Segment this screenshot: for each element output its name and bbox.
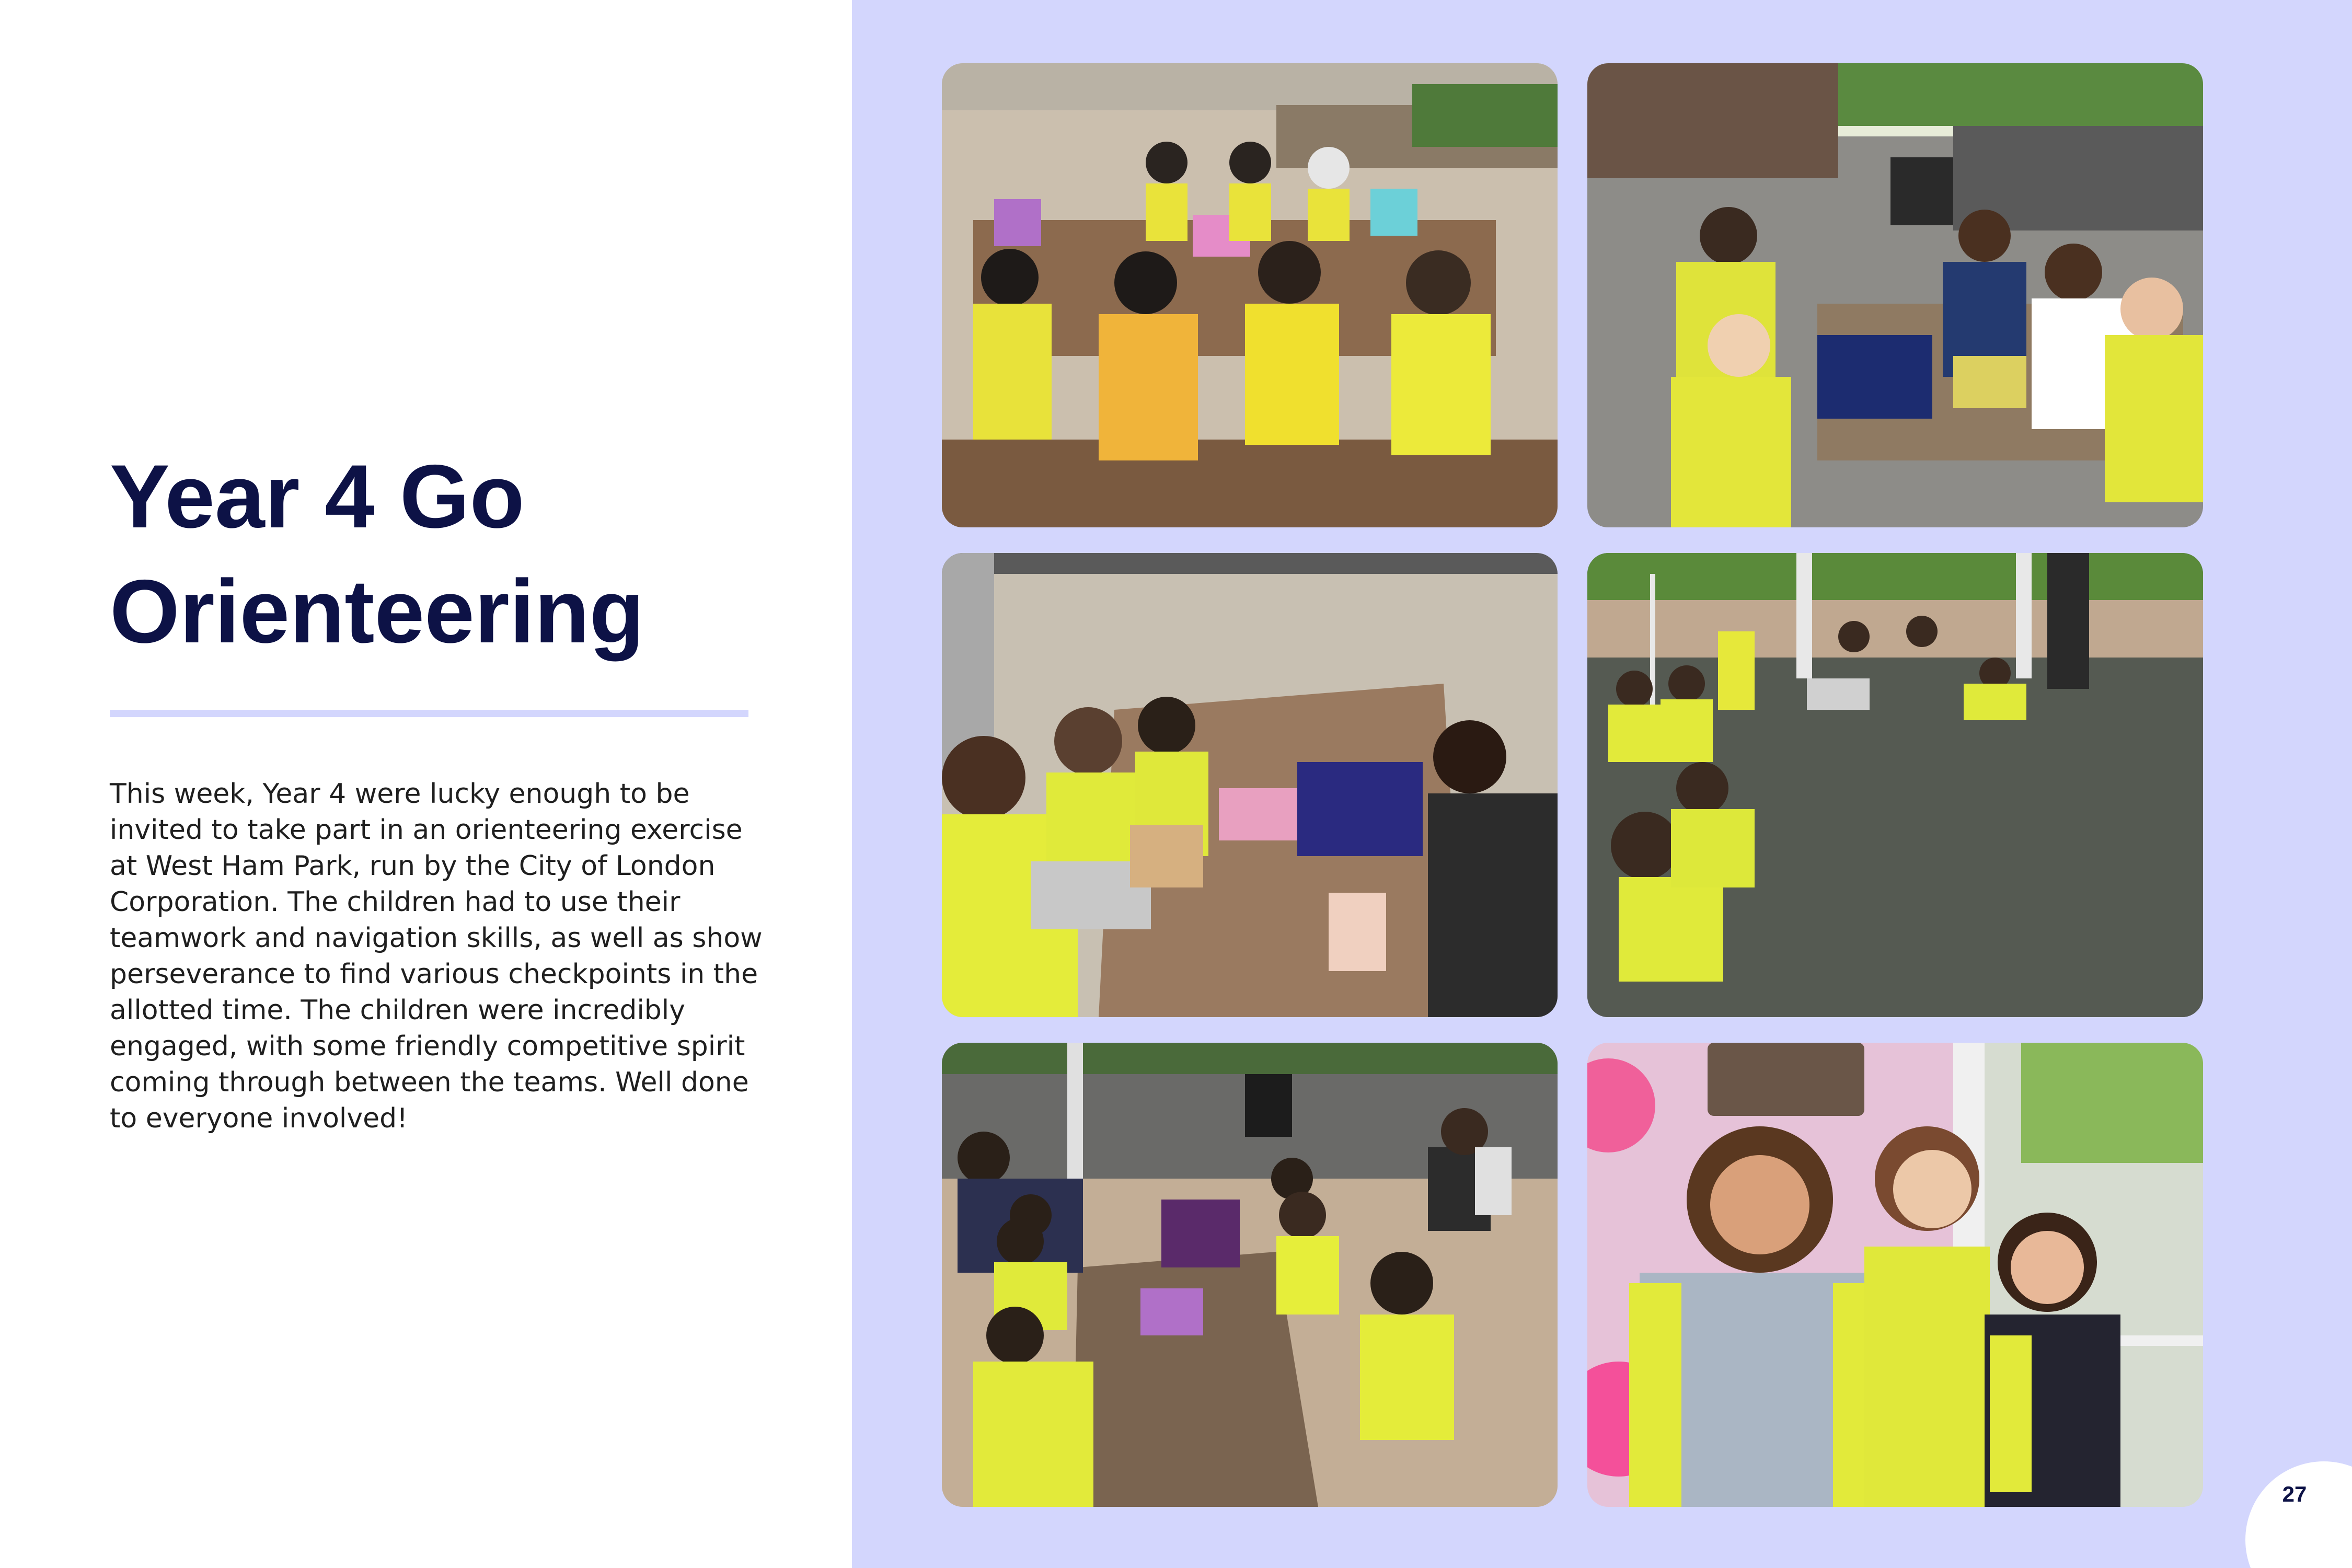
photo-bandstand <box>1587 553 2203 1017</box>
photo-picnic-table-3 <box>942 553 1558 1017</box>
photo-picnic-table-4 <box>942 1043 1558 1507</box>
title-divider <box>110 710 748 717</box>
photo-picnic-table-1 <box>942 63 1558 527</box>
page-title: Year 4 Go Orienteering <box>110 446 644 662</box>
photo-picnic-table-2 <box>1587 63 2203 527</box>
page-number: 27 <box>2282 1482 2307 1506</box>
photo-girls-selfie <box>1587 1043 2203 1507</box>
body-text: This week, Year 4 were lucky enough to be invited to take part in an orienteering exercise at West Ham Park, run by the City of London Corporation. The children had to use their teamwork and navigation skills, as well as show perseverance to find various checkpoints in the allotted time. The children were incredibly engaged, with some friendly competitive spirit coming through between the teams. Well done to everyone involved! <box>110 778 763 1134</box>
